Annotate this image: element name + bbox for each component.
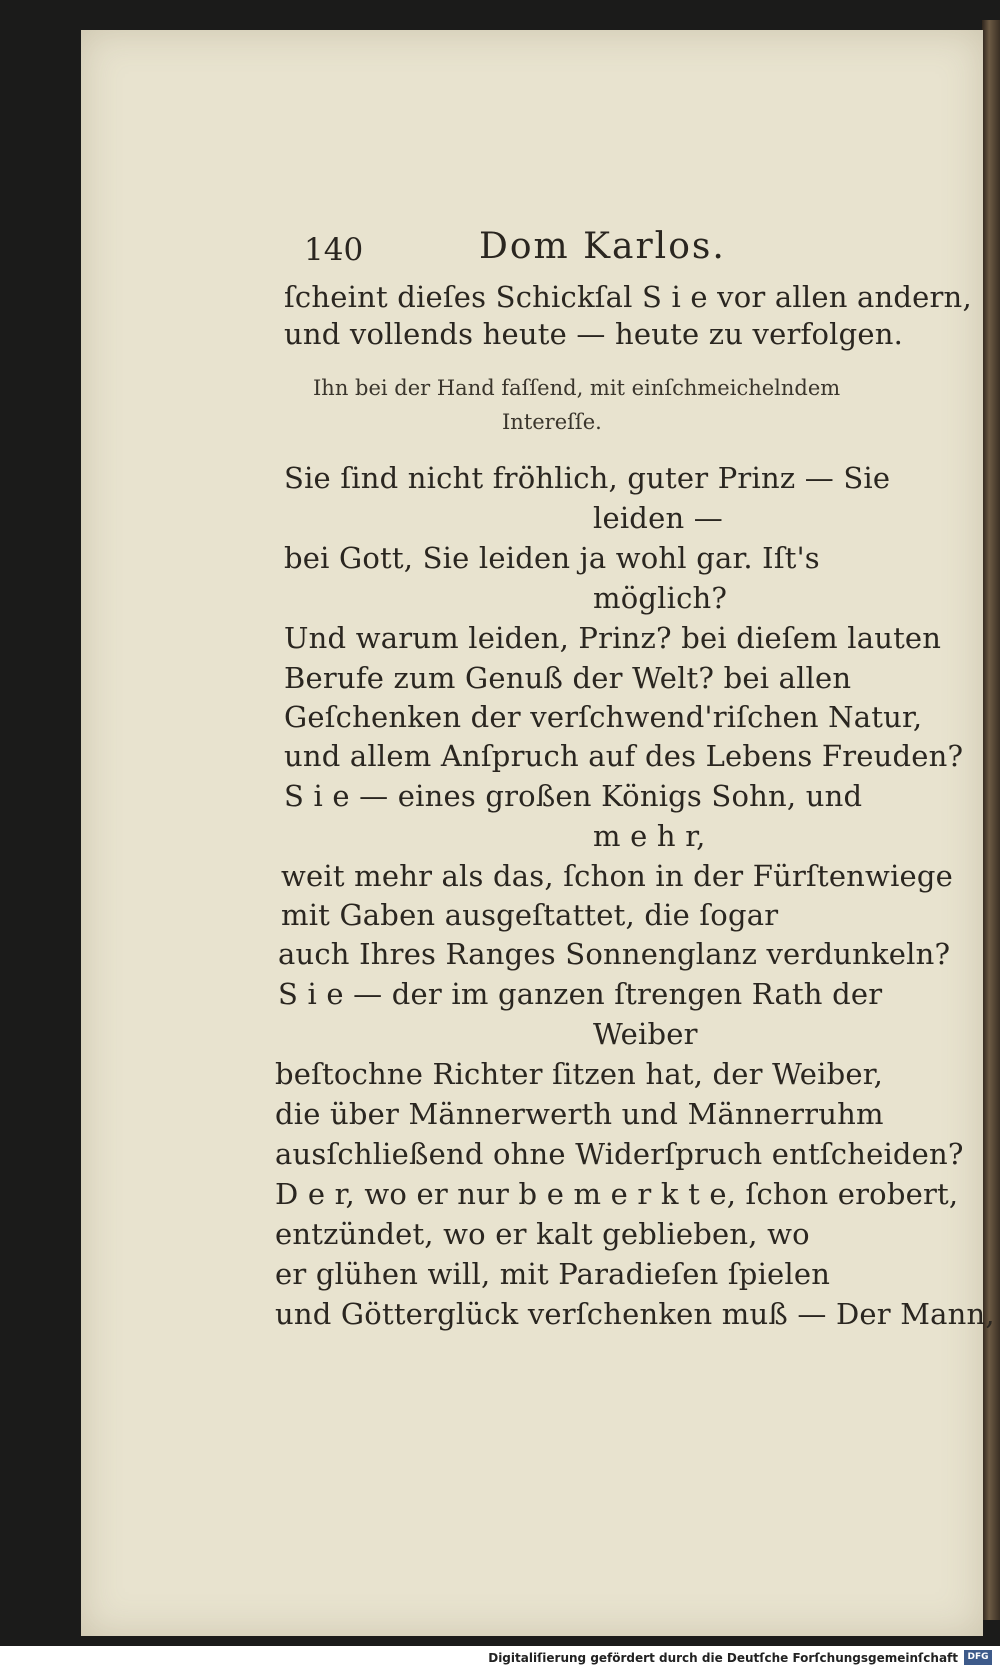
verse-line: und Götterglück verſchenken muß — Der Mann,: [275, 1297, 995, 1331]
verse-line: Und warum leiden, Prinz? bei dieſem lauten: [284, 621, 942, 655]
verse-line: die über Männerwerth und Männerruhm: [275, 1097, 884, 1131]
verse-line: und allem Anſpruch auf des Lebens Freuden?: [284, 739, 964, 773]
verse-line: Berufe zum Genuß der Welt? bei allen: [284, 661, 852, 695]
stage-direction-line: Ihn bei der Hand faſſend, mit einſchmeichelndem: [313, 376, 841, 400]
verse-line: mit Gaben ausgeſtattet, die ſogar: [281, 898, 779, 932]
verse-line: S i e — eines großen Königs Sohn, und: [284, 779, 863, 813]
verse-line: S i e — der im ganzen ſtrengen Rath der: [278, 977, 883, 1011]
text-line: ſcheint dieſes Schickſal S i e vor allen andern,: [284, 280, 972, 314]
verse-line: Sie ſind nicht fröhlich, guter Prinz — Sie: [284, 461, 891, 495]
page-number: 140: [304, 232, 364, 268]
dfg-logo: DFG: [964, 1650, 992, 1665]
verse-line: auch Ihres Ranges Sonnenglanz verdunkeln?: [278, 937, 951, 971]
verse-line: Geſchenken der verſchwend'riſchen Natur,: [284, 700, 923, 734]
verse-line: D e r, wo er nur b e m e r k t e, ſchon erobert,: [275, 1177, 959, 1211]
running-title: Dom Karlos.: [479, 226, 726, 267]
digitization-footer: [0, 1646, 1000, 1670]
verse-line: ausſchließend ohne Widerſpruch entſcheiden?: [275, 1137, 964, 1171]
verse-line: möglich?: [593, 581, 728, 615]
verse-line: beſtochne Richter ſitzen hat, der Weiber,: [275, 1057, 884, 1091]
funding-credit: Digitaliſierung gefördert durch die Deutſche Forſchungsgemeinſchaft: [488, 1651, 958, 1665]
verse-line: entzündet, wo er kalt geblieben, wo: [275, 1217, 810, 1251]
verse-line: m e h r,: [593, 819, 706, 853]
book-spine: [982, 20, 1000, 1620]
verse-line: leiden —: [593, 501, 723, 535]
verse-line: er glühen will, mit Paradieſen ſpielen: [275, 1257, 831, 1291]
verse-line: Weiber: [593, 1017, 698, 1051]
verse-line: weit mehr als das, ſchon in der Fürſtenwiege: [281, 859, 954, 893]
verse-line: bei Gott, Sie leiden ja wohl gar. Iſt's: [284, 541, 820, 575]
stage-direction-line: Intereſſe.: [502, 410, 602, 434]
book-page: [81, 30, 995, 1636]
text-line: und vollends heute — heute zu verfolgen.: [284, 317, 904, 351]
